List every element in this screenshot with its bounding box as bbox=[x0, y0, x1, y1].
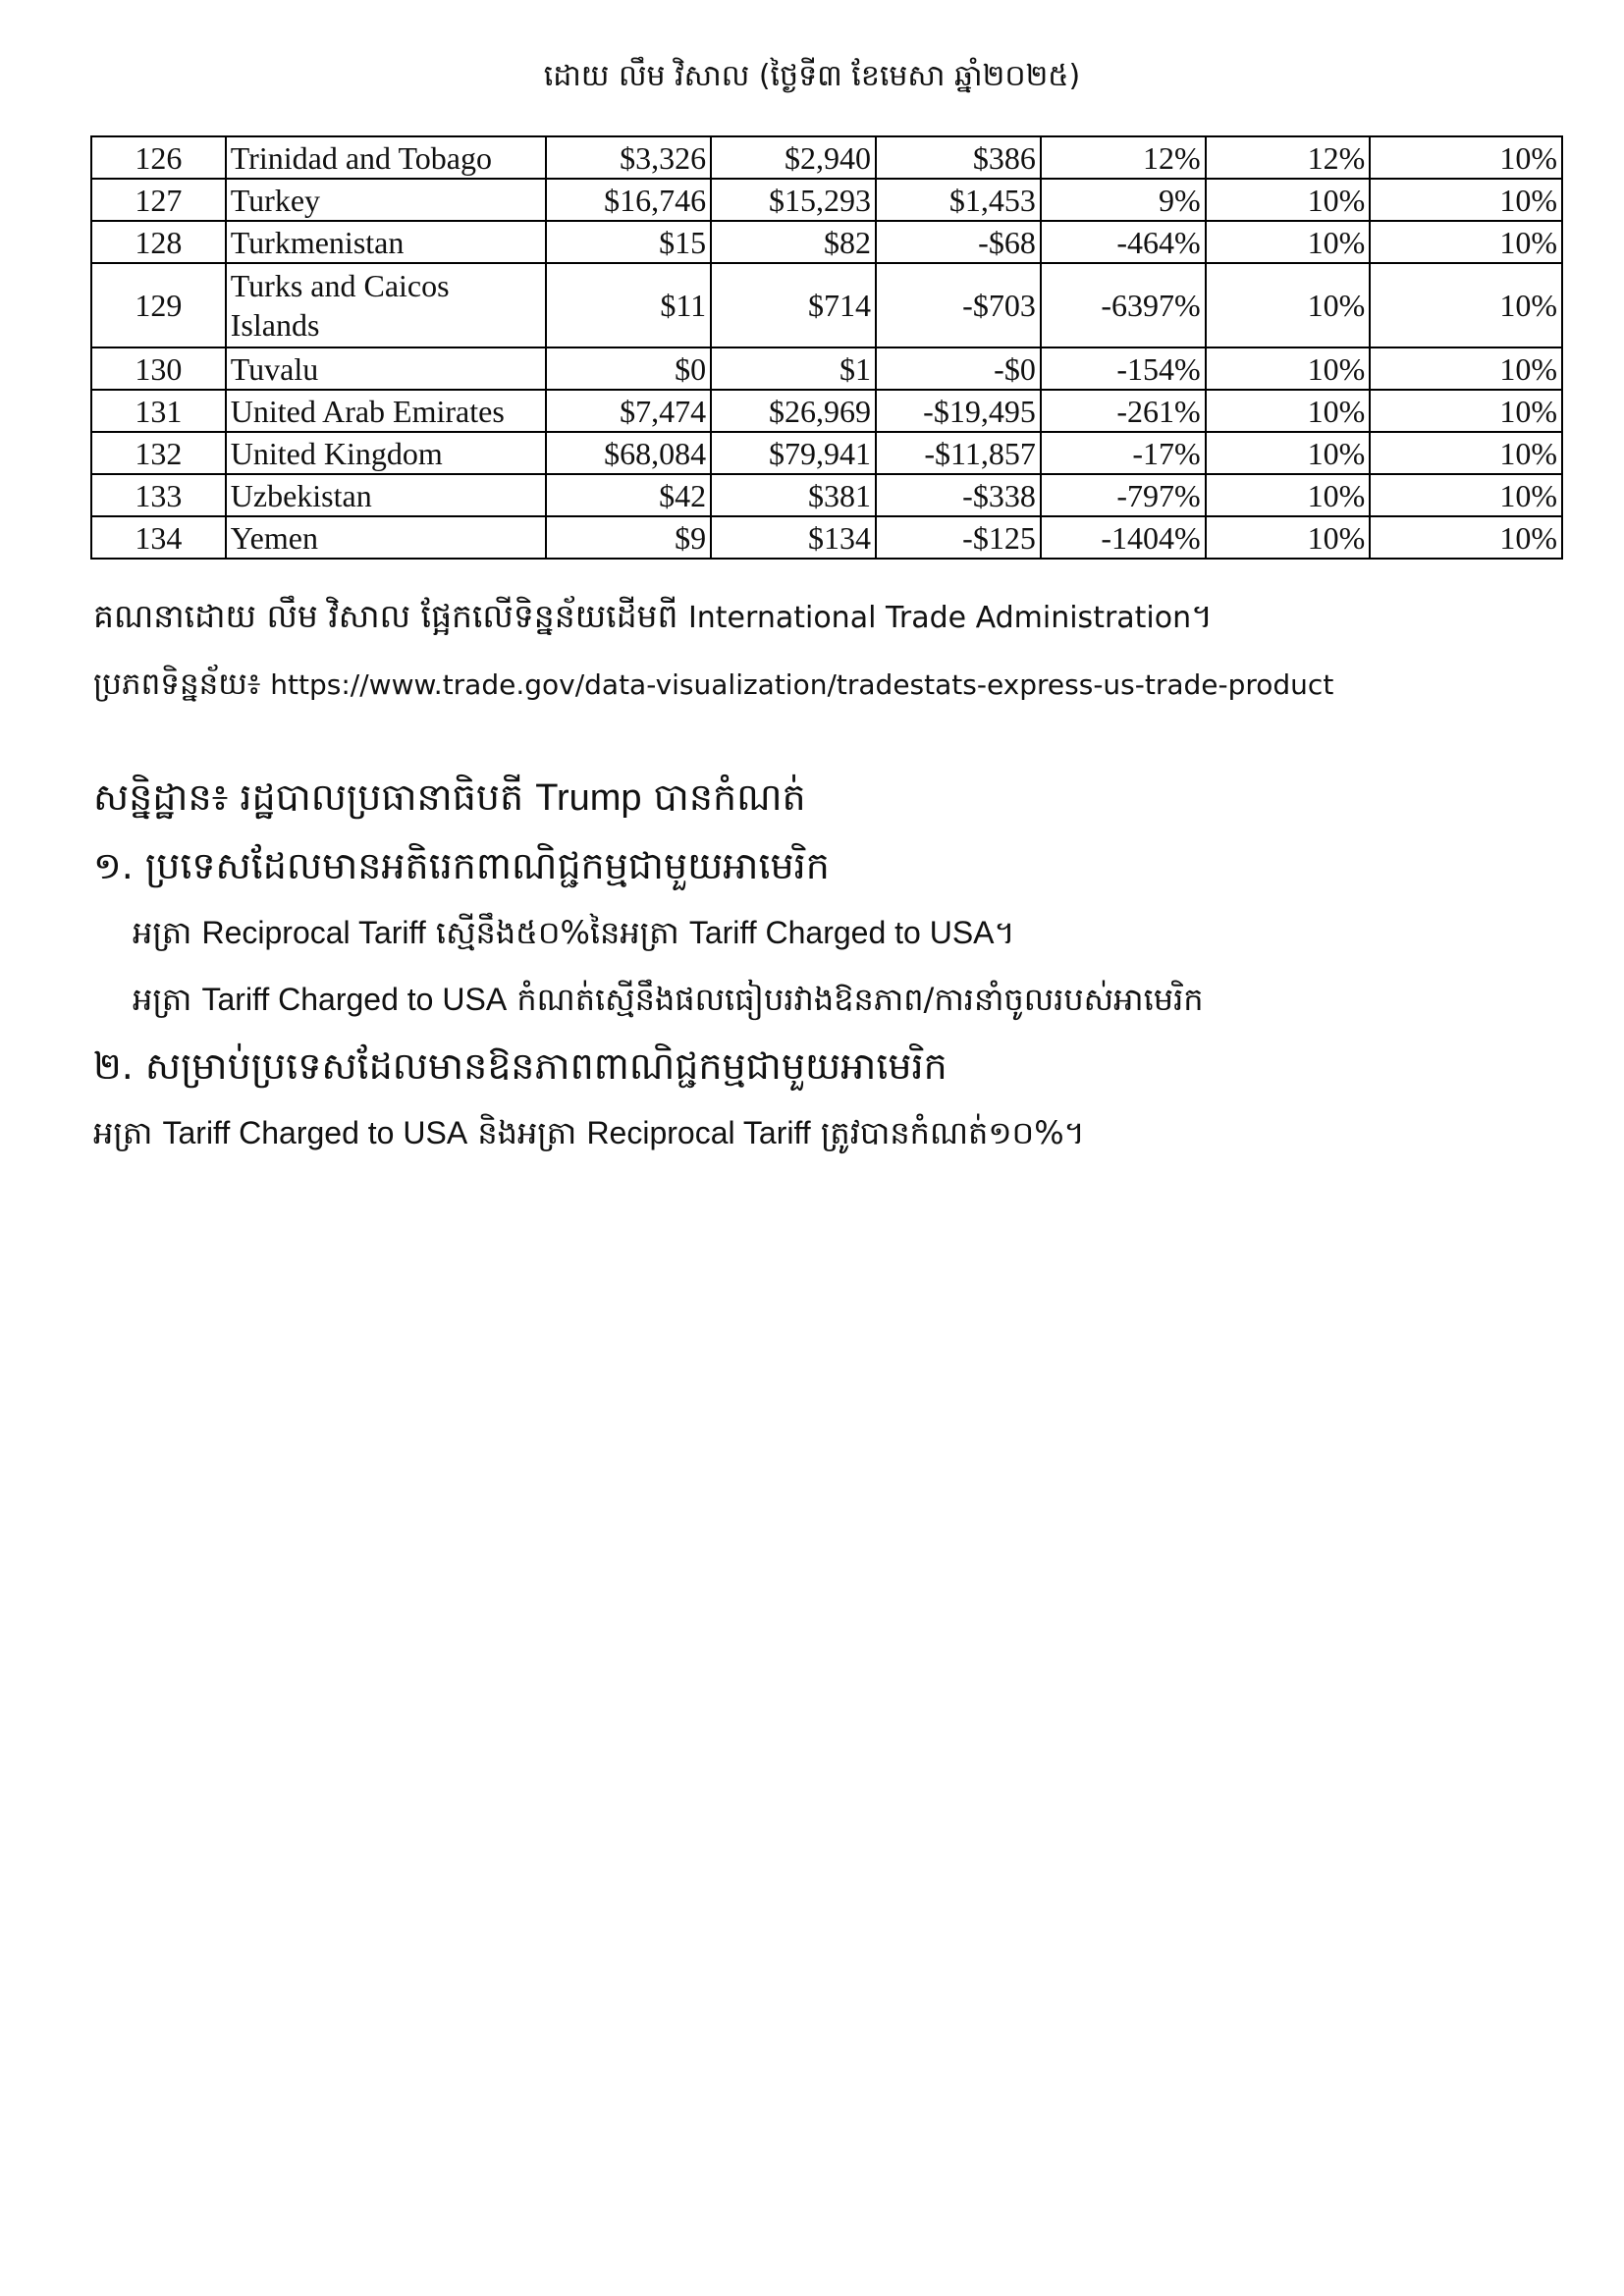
conclusion-item-2: ២. សម្រាប់ប្រទេសដែលមានឱនភាពពាណិជ្ជកម្មជាមួយអាមេរិក bbox=[93, 1044, 947, 1088]
text-part: ។ bbox=[994, 914, 1015, 951]
cell-no: 132 bbox=[91, 432, 226, 474]
credit-km: គណនាដោយ លឹម វិសាល ផ្អែកលើទិន្នន័យដើមពី bbox=[93, 597, 688, 635]
table-row bbox=[91, 516, 1562, 559]
cell-exports: $11 bbox=[546, 263, 711, 347]
source-line bbox=[93, 666, 1333, 710]
cell-balance: $386 bbox=[876, 136, 1041, 179]
cell-reciprocal: 10% bbox=[1370, 474, 1562, 516]
cell-country: Trinidad and Tobago bbox=[226, 136, 547, 179]
source-label: ប្រភពទិន្នន័យ៖ bbox=[93, 667, 271, 702]
text-part: ត្រូវបានកំណត់១០%។ bbox=[810, 1114, 1085, 1151]
text-part: Reciprocal Tariff bbox=[201, 915, 426, 950]
table-row bbox=[91, 432, 1562, 474]
cell-exports: $3,326 bbox=[546, 136, 711, 179]
cell-country: Uzbekistan bbox=[226, 474, 547, 516]
cell-country: United Kingdom bbox=[226, 432, 547, 474]
text-part: ស្មើនឹង៥០%នៃអត្រា bbox=[425, 914, 689, 951]
credit-line bbox=[93, 597, 1213, 644]
conclusion-item-1: ១. ប្រទេសដែលមានអតិរេកពាណិជ្ជកម្មជាមួយអាមេរិក bbox=[93, 844, 830, 887]
cell-tariff-charged: 10% bbox=[1206, 221, 1371, 263]
cell-exports: $16,746 bbox=[546, 179, 711, 221]
cell-imports: $714 bbox=[711, 263, 876, 347]
cell-no: 128 bbox=[91, 221, 226, 263]
table-row bbox=[91, 263, 1562, 347]
cell-imports: $381 bbox=[711, 474, 876, 516]
text-part: Reciprocal Tariff bbox=[586, 1115, 811, 1150]
cell-no: 131 bbox=[91, 390, 226, 432]
cell-tariff-charged: 12% bbox=[1206, 136, 1371, 179]
cell-tariff-charged: 10% bbox=[1206, 516, 1371, 559]
cell-exports: $7,474 bbox=[546, 390, 711, 432]
conclusion-end: បានកំណត់ bbox=[641, 775, 806, 819]
cell-no: 127 bbox=[91, 179, 226, 221]
cell-country: Turks and Caicos Islands bbox=[226, 263, 547, 347]
cell-ratio: -154% bbox=[1041, 347, 1206, 390]
cell-no: 126 bbox=[91, 136, 226, 179]
cell-reciprocal: 10% bbox=[1370, 263, 1562, 347]
cell-balance: -$0 bbox=[876, 347, 1041, 390]
conclusion-trump: Trump bbox=[535, 777, 642, 819]
conclusion-item-1-sub-2 bbox=[133, 980, 1204, 1026]
text-part: Tariff Charged to USA bbox=[162, 1115, 468, 1150]
cell-exports: $42 bbox=[546, 474, 711, 516]
text-part: អត្រា bbox=[93, 1114, 163, 1151]
cell-reciprocal: 10% bbox=[1370, 516, 1562, 559]
cell-ratio: -261% bbox=[1041, 390, 1206, 432]
cell-imports: $134 bbox=[711, 516, 876, 559]
text-part: និងអត្រា bbox=[467, 1114, 587, 1151]
cell-tariff-charged: 10% bbox=[1206, 390, 1371, 432]
cell-reciprocal: 10% bbox=[1370, 432, 1562, 474]
trade-table bbox=[90, 135, 1563, 560]
text-part: កំណត់ស្មើនឹងផលធៀបរវាងឱនភាព/ការនាំចូលរបស់អាមេរិក bbox=[507, 981, 1204, 1018]
cell-reciprocal: 10% bbox=[1370, 390, 1562, 432]
cell-ratio: -17% bbox=[1041, 432, 1206, 474]
cell-reciprocal: 10% bbox=[1370, 136, 1562, 179]
table-row bbox=[91, 136, 1562, 179]
cell-exports: $0 bbox=[546, 347, 711, 390]
cell-ratio: 9% bbox=[1041, 179, 1206, 221]
conclusion-km: សន្និដ្ឋាន៖ រដ្ឋបាលប្រធានាធិបតី bbox=[93, 775, 536, 819]
cell-country: United Arab Emirates bbox=[226, 390, 547, 432]
text-part: Tariff Charged to USA bbox=[688, 915, 995, 950]
cell-imports: $1 bbox=[711, 347, 876, 390]
cell-imports: $82 bbox=[711, 221, 876, 263]
cell-reciprocal: 10% bbox=[1370, 347, 1562, 390]
cell-ratio: 12% bbox=[1041, 136, 1206, 179]
cell-country: Yemen bbox=[226, 516, 547, 559]
cell-country: Turkmenistan bbox=[226, 221, 547, 263]
cell-no: 130 bbox=[91, 347, 226, 390]
cell-exports: $9 bbox=[546, 516, 711, 559]
cell-country: Tuvalu bbox=[226, 347, 547, 390]
cell-reciprocal: 10% bbox=[1370, 179, 1562, 221]
cell-ratio: -797% bbox=[1041, 474, 1206, 516]
cell-balance: -$19,495 bbox=[876, 390, 1041, 432]
table-row bbox=[91, 347, 1562, 390]
cell-tariff-charged: 10% bbox=[1206, 432, 1371, 474]
text-part: អត្រា bbox=[133, 981, 202, 1018]
cell-tariff-charged: 10% bbox=[1206, 179, 1371, 221]
cell-reciprocal: 10% bbox=[1370, 221, 1562, 263]
cell-exports: $15 bbox=[546, 221, 711, 263]
cell-no: 129 bbox=[91, 263, 226, 347]
page-header: ដោយ លឹម វិសាល (ថ្ងៃទី៣ ខែមេសា ឆ្នាំ២០២៥) bbox=[543, 59, 1081, 93]
cell-no: 134 bbox=[91, 516, 226, 559]
credit-org: International Trade Administration bbox=[687, 601, 1192, 635]
cell-balance: -$68 bbox=[876, 221, 1041, 263]
cell-tariff-charged: 10% bbox=[1206, 474, 1371, 516]
cell-tariff-charged: 10% bbox=[1206, 347, 1371, 390]
cell-ratio: -1404% bbox=[1041, 516, 1206, 559]
cell-balance: -$11,857 bbox=[876, 432, 1041, 474]
trade-table-body bbox=[91, 136, 1562, 559]
conclusion-item-1-sub-1 bbox=[133, 913, 1015, 959]
cell-ratio: -464% bbox=[1041, 221, 1206, 263]
cell-balance: -$338 bbox=[876, 474, 1041, 516]
table-row bbox=[91, 474, 1562, 516]
credit-end: ។ bbox=[1191, 597, 1213, 635]
cell-exports: $68,084 bbox=[546, 432, 711, 474]
table-row bbox=[91, 390, 1562, 432]
cell-ratio: -6397% bbox=[1041, 263, 1206, 347]
table-row bbox=[91, 179, 1562, 221]
text-part: អត្រា bbox=[133, 914, 202, 951]
cell-tariff-charged: 10% bbox=[1206, 263, 1371, 347]
cell-imports: $2,940 bbox=[711, 136, 876, 179]
cell-balance: -$125 bbox=[876, 516, 1041, 559]
cell-imports: $26,969 bbox=[711, 390, 876, 432]
table-row bbox=[91, 221, 1562, 263]
cell-country: Turkey bbox=[226, 179, 547, 221]
text-part: Tariff Charged to USA bbox=[201, 982, 508, 1017]
cell-balance: -$703 bbox=[876, 263, 1041, 347]
cell-imports: $79,941 bbox=[711, 432, 876, 474]
cell-balance: $1,453 bbox=[876, 179, 1041, 221]
source-url: https://www.trade.gov/data-visualization/tradestats-express-us-trade-product bbox=[270, 668, 1334, 701]
cell-no: 133 bbox=[91, 474, 226, 516]
conclusion-item-2-detail bbox=[93, 1113, 1085, 1159]
conclusion-title bbox=[93, 774, 806, 828]
cell-imports: $15,293 bbox=[711, 179, 876, 221]
